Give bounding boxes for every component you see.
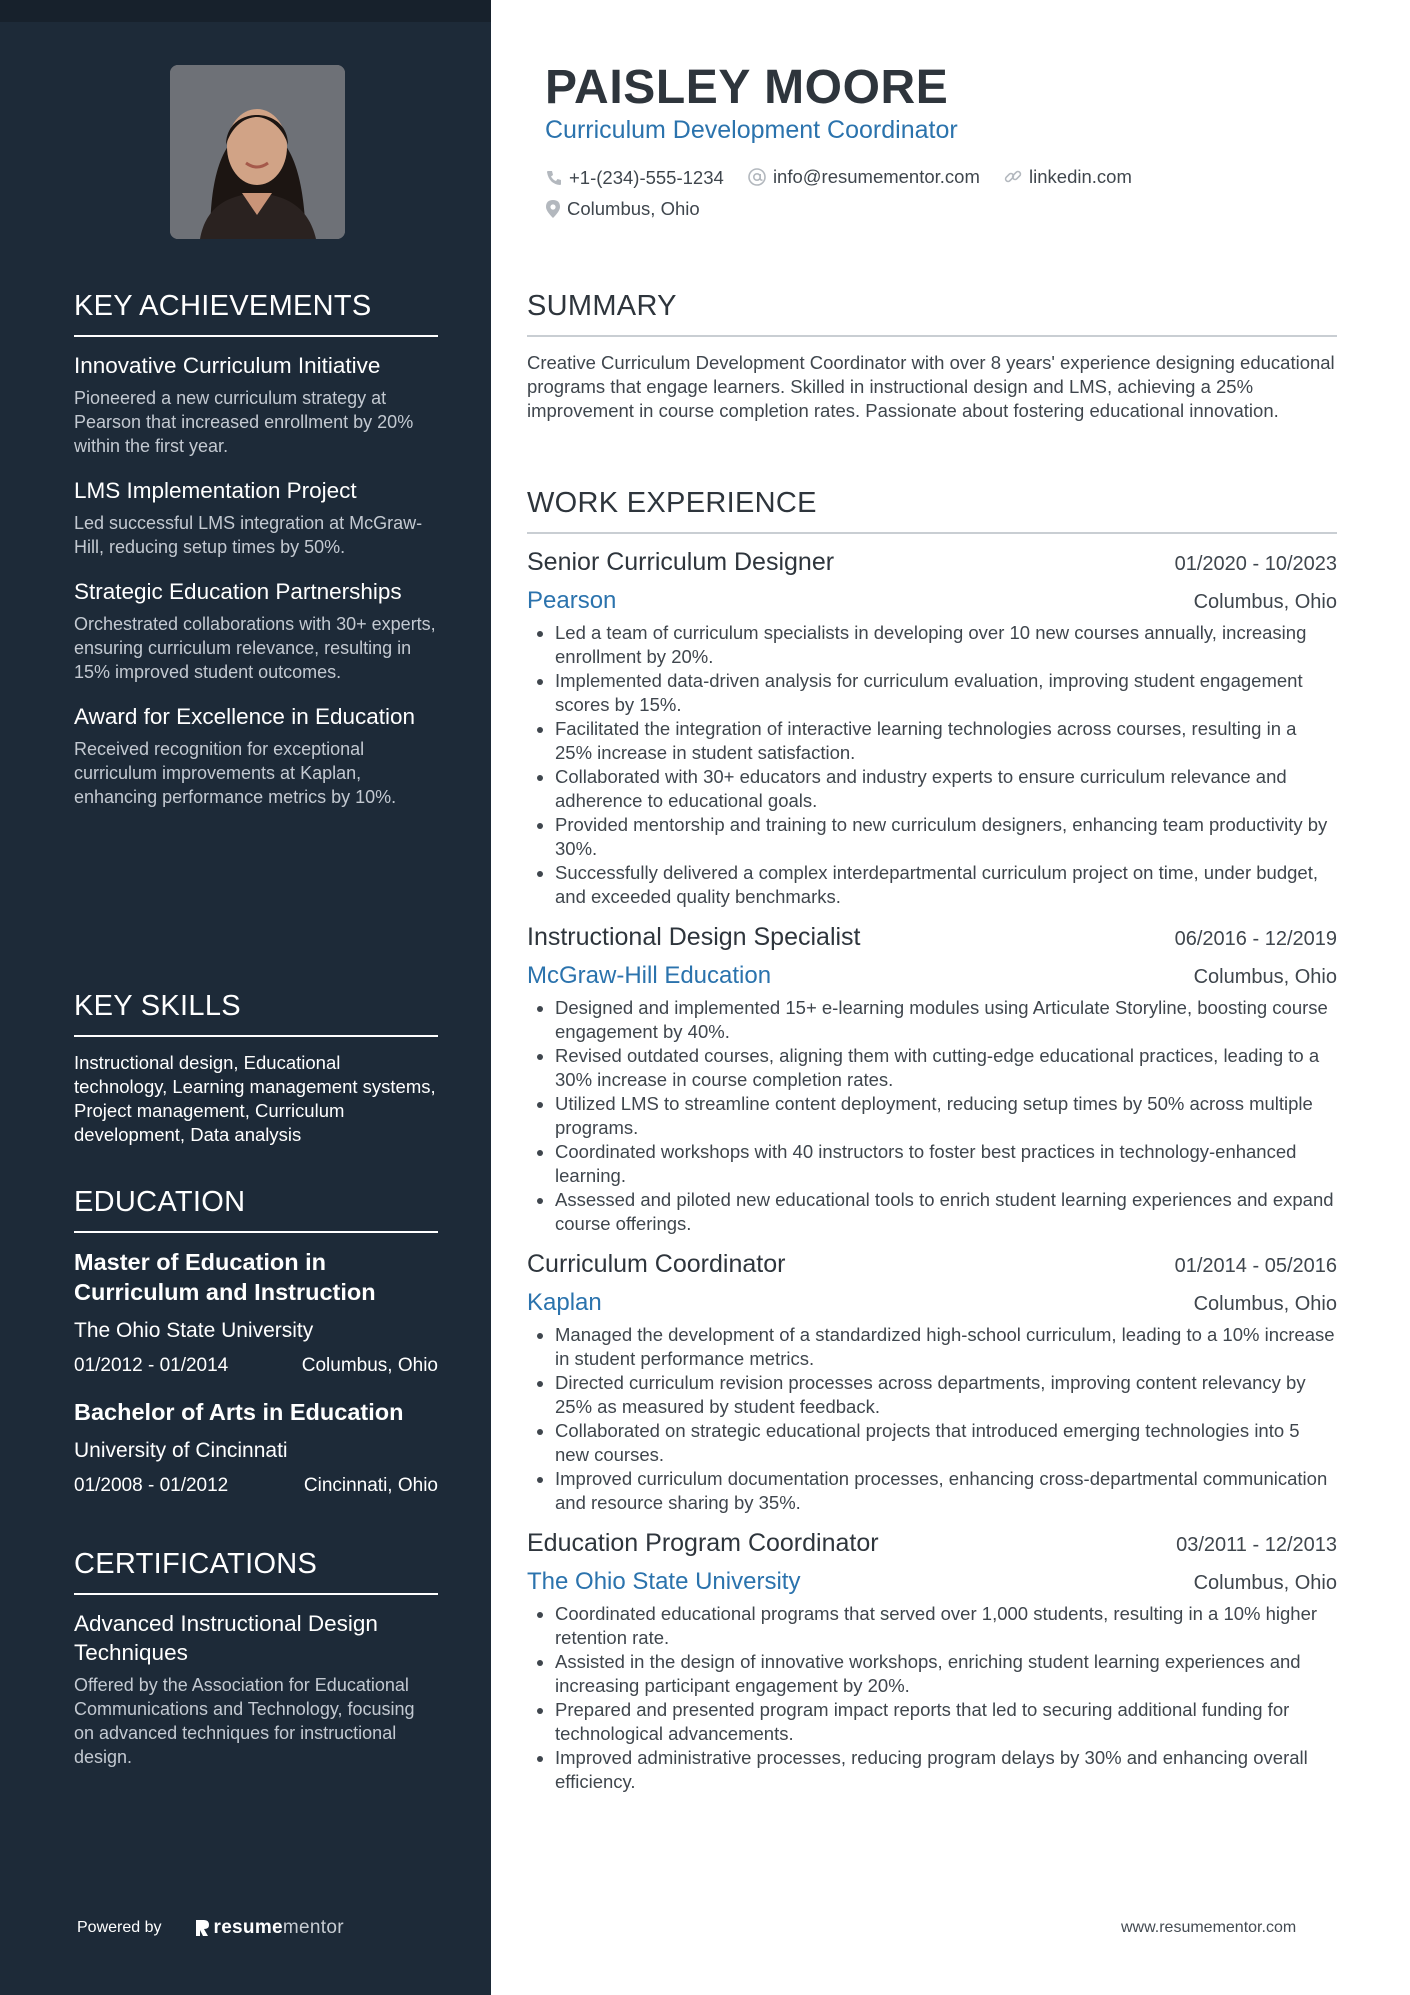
job-company: McGraw-Hill Education: [527, 962, 772, 989]
job-bullet: • Led a team of curriculum specialists in developing over 10 new courses annually, increasing enrollment by 20%.: [555, 621, 1337, 669]
job-bullet: • Collaborated with 30+ educators and industry experts to ensure curriculum relevance and adherence to educational goals.: [555, 765, 1337, 813]
brand-light: mentor: [282, 1917, 344, 1938]
achievement-desc: Led successful LMS integration at McGraw-Hill, reducing setup times by 50%.: [74, 513, 423, 557]
job-bullet: • Coordinated workshops with 40 instructors to foster best practices in technology-enhanced learning.: [555, 1140, 1337, 1188]
job-dates: 01/2020 - 10/2023: [1174, 553, 1337, 575]
job-location: Columbus, Ohio: [1193, 591, 1337, 613]
achievement-title: Innovative Curriculum Initiative: [74, 353, 381, 378]
achievement-desc: Orchestrated collaborations with 30+ experts, ensuring curriculum relevance, resulting in 15% improved student outcomes.: [74, 614, 436, 682]
education-item: [74, 1397, 438, 1497]
skills-heading: KEY SKILLS: [74, 990, 438, 1037]
email-at-icon: [747, 167, 767, 187]
brand-bold: resume: [213, 1917, 283, 1938]
achievement-item: [74, 577, 438, 684]
education-dates: 01/2012 - 01/2014: [74, 1355, 229, 1376]
education-section: [74, 1186, 438, 1517]
job-title: Senior Curriculum Designer: [527, 548, 835, 576]
achievements-section: [74, 290, 438, 827]
contact-location: [545, 195, 700, 223]
job-bullet: • Assessed and piloted new educational tools to enrich student learning experiences and expand course offerings.: [555, 1188, 1337, 1236]
contact-linkedin[interactable]: [1003, 163, 1132, 191]
achievement-item: [74, 476, 438, 559]
contact-email[interactable]: [747, 163, 980, 191]
education-dates: 01/2008 - 01/2012: [74, 1475, 229, 1496]
job-title: Education Program Coordinator: [527, 1529, 879, 1557]
certification-item: [74, 1609, 438, 1769]
phone-text: +1-(234)-555-1234: [569, 167, 724, 188]
sidebar-top-strip: [0, 0, 491, 22]
job-bullet: • Collaborated on strategic educational projects that introduced emerging technologies into 5 new courses.: [555, 1419, 1337, 1467]
achievement-desc: Pioneered a new curriculum strategy at Pearson that increased enrollment by 20% within the first year.: [74, 388, 414, 456]
education-school: University of Cincinnati: [74, 1439, 288, 1462]
achievement-title: Strategic Education Partnerships: [74, 579, 402, 604]
education-location: Cincinnati, Ohio: [303, 1475, 438, 1496]
education-location: Columbus, Ohio: [301, 1355, 438, 1376]
achievement-title: LMS Implementation Project: [74, 478, 357, 503]
job-company: The Ohio State University: [527, 1568, 801, 1595]
powered-by: [77, 1917, 344, 1939]
experience-heading: WORK EXPERIENCE: [527, 487, 1337, 534]
achievement-item: [74, 702, 438, 809]
education-item: [74, 1247, 438, 1377]
brand-logo[interactable]: [194, 1917, 344, 1939]
job-bullet: • Implemented data-driven analysis for curriculum evaluation, improving student engagement scores by 15%.: [555, 669, 1337, 717]
candidate-name: PAISLEY MOORE: [545, 61, 949, 114]
location-text: Columbus, Ohio: [567, 198, 700, 219]
education-school: The Ohio State University: [74, 1319, 314, 1342]
job-bullets: [527, 996, 1337, 1236]
job-bullet: • Revised outdated courses, aligning them with cutting-edge educational practices, leading to a 30% increase in course completion rates.: [555, 1044, 1337, 1092]
job-bullet: • Successfully delivered a complex interdepartmental curriculum project on time, under budget, and exceeded quality benchmarks.: [555, 861, 1337, 909]
job-bullet: • Prepared and presented program impact reports that led to securing additional funding for technological advancements.: [555, 1698, 1337, 1746]
summary-heading: SUMMARY: [527, 290, 1337, 337]
phone-icon: [545, 169, 563, 187]
candidate-title: Curriculum Development Coordinator: [545, 116, 958, 144]
summary-text: Creative Curriculum Development Coordinator with over 8 years' experience designing educational programs that engage learners. Skilled in instructional design and LMS, achieving a 25% improvement in course completion rates. Passionate about fostering educational innovation.: [527, 352, 1335, 421]
job-entry: [527, 923, 1337, 1236]
certifications-heading: CERTIFICATIONS: [74, 1548, 438, 1595]
job-bullets: [527, 1323, 1337, 1515]
achievements-heading: KEY ACHIEVEMENTS: [74, 290, 438, 337]
website-link[interactable]: www.resumementor.com: [1121, 1919, 1297, 1936]
experience-section: [527, 487, 1337, 1808]
summary-section: [527, 290, 1337, 423]
job-bullet: • Directed curriculum revision processes across departments, improving content relevancy by 25% as measured by student feedback.: [555, 1371, 1337, 1419]
job-bullets: [527, 1602, 1337, 1794]
contact-phone[interactable]: [545, 164, 724, 192]
job-dates: 06/2016 - 12/2019: [1174, 928, 1337, 950]
powered-by-label: Powered by: [77, 1919, 162, 1936]
job-bullets: [527, 621, 1337, 909]
job-location: Columbus, Ohio: [1193, 966, 1337, 988]
certification-desc: Offered by the Association for Educational Communications and Technology, focusing on advanced techniques for instructional design.: [74, 1675, 415, 1767]
job-entry: [527, 1250, 1337, 1515]
job-bullet: • Assisted in the design of innovative workshops, enriching student learning experiences and increasing participant engagement by 20%.: [555, 1650, 1337, 1698]
job-bullet: • Utilized LMS to streamline content deployment, reducing setup times by 50% across multiple programs.: [555, 1092, 1337, 1140]
job-bullet: • Provided mentorship and training to new curriculum designers, enhancing team productivity by 30%.: [555, 813, 1337, 861]
skills-text: Instructional design, Educational technology, Learning management systems, Project management, Curriculum development, Data analysis: [74, 1052, 436, 1145]
job-bullet: • Designed and implemented 15+ e-learning modules using Articulate Storyline, boosting course engagement by 40%.: [555, 996, 1337, 1044]
job-bullet: • Improved curriculum documentation processes, enhancing cross-departmental communication and resource sharing by 35%.: [555, 1467, 1337, 1515]
job-bullet: • Coordinated educational programs that served over 1,000 students, resulting in a 10% higher retention rate.: [555, 1602, 1337, 1650]
job-bullet: • Facilitated the integration of interactive learning technologies across courses, resulting in a 25% increase in student satisfaction.: [555, 717, 1337, 765]
job-title: Instructional Design Specialist: [527, 923, 861, 951]
contact-info: [545, 163, 1305, 227]
job-title: Curriculum Coordinator: [527, 1250, 786, 1278]
main-content: [491, 0, 1410, 1995]
education-degree: Master of Education in Curriculum and Instruction: [74, 1249, 376, 1305]
job-dates: 01/2014 - 05/2016: [1174, 1255, 1337, 1277]
certifications-section: [74, 1548, 438, 1787]
brand-mark-icon: [194, 1918, 210, 1938]
education-degree: Bachelor of Arts in Education: [74, 1399, 404, 1425]
email-text: info@resumementor.com: [772, 166, 980, 187]
job-location: Columbus, Ohio: [1193, 1293, 1337, 1315]
job-location: Columbus, Ohio: [1193, 1572, 1337, 1594]
achievement-title: Award for Excellence in Education: [74, 704, 416, 729]
link-icon: [1003, 167, 1023, 187]
job-dates: 03/2011 - 12/2013: [1176, 1534, 1337, 1556]
job-company: Kaplan: [527, 1289, 602, 1316]
skills-section: [74, 990, 438, 1147]
job-bullet: • Managed the development of a standardized high-school curriculum, leading to a 10% increase in student performance metrics.: [555, 1323, 1337, 1371]
location-pin-icon: [545, 199, 561, 219]
achievement-desc: Received recognition for exceptional curriculum improvements at Kaplan, enhancing performance metrics by 10%.: [74, 739, 397, 807]
education-heading: EDUCATION: [74, 1186, 438, 1233]
job-entry: [527, 548, 1337, 909]
linkedin-text: linkedin.com: [1029, 166, 1132, 187]
job-company: Pearson: [527, 587, 617, 614]
job-entry: [527, 1529, 1337, 1794]
sidebar: [0, 0, 491, 1995]
achievement-item: [74, 351, 438, 458]
profile-photo: [170, 65, 345, 239]
job-bullet: • Improved administrative processes, reducing program delays by 30% and enhancing overall efficiency.: [555, 1746, 1337, 1794]
certification-title: Advanced Instructional Design Techniques: [74, 1611, 378, 1665]
